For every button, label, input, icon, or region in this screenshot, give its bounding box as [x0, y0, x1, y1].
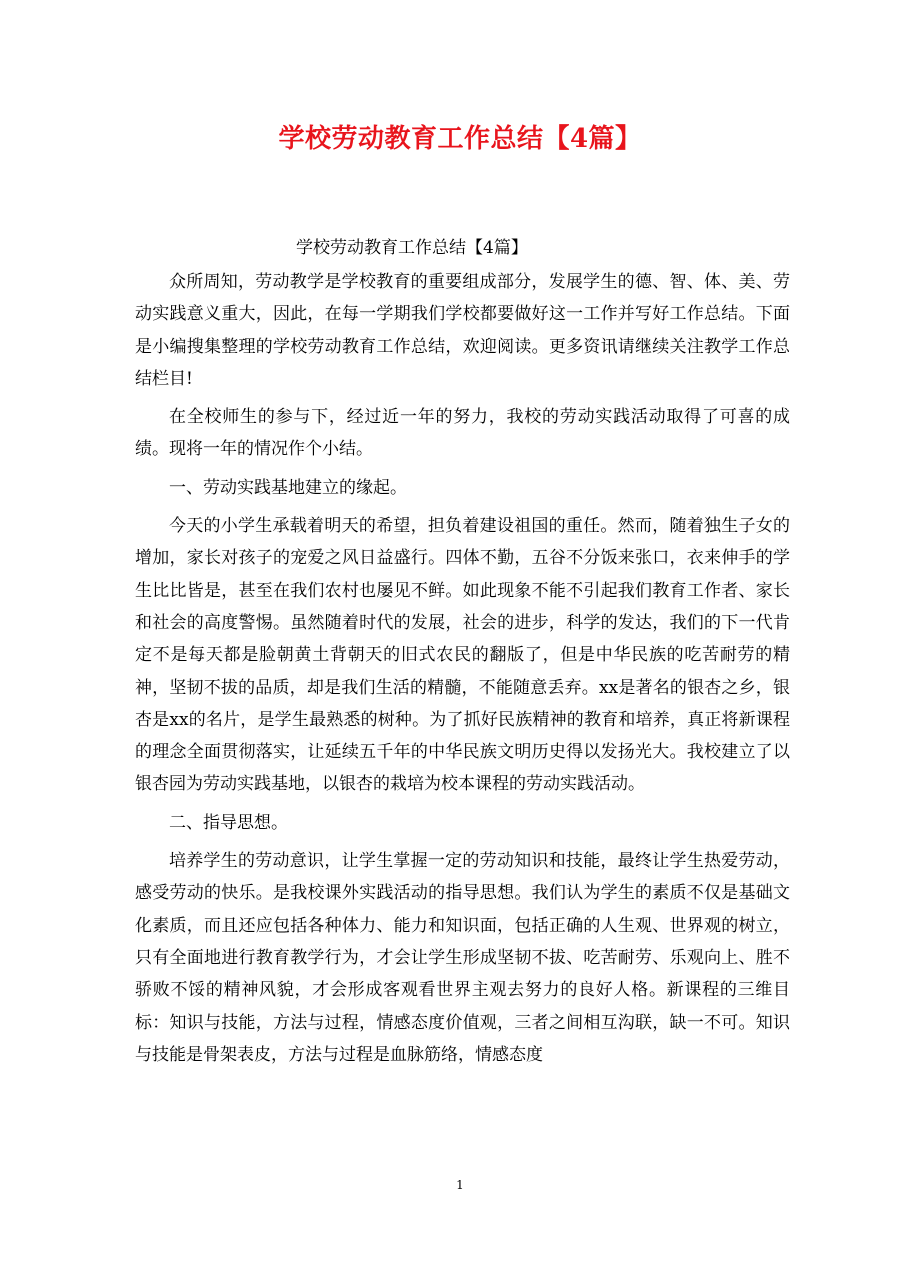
paragraph-summary: 在全校师生的参与下，经过近一年的努力，我校的劳动实践活动取得了可喜的成绩。现将一年的情况作个小结。 — [135, 407, 790, 460]
document-subtitle: 学校劳动教育工作总结【4篇】 — [296, 238, 528, 258]
document-title: 学校劳动教育工作总结【4篇】 — [278, 124, 642, 154]
section-heading-origin: 一、劳动实践基地建立的缘起。 — [169, 477, 407, 498]
paragraph-origin: 今天的小学生承载着明天的希望，担负着建设祖国的重任。然而，随着独生子女的增加，家长对孩子的宠爱之风日益盛行。四体不勤，五谷不分饭来张口，衣来伸手的学生比比皆是，甚至在我们农村也屡见不鲜。如此现象不能不引起我们教育工作者、家长和社会的高度警惕。虽然随着时代的发展，社会的进步，科学的发达，我们的下一代肯定不是每天都是脸朝黄土背朝天的旧式农民的翻版了，但是中华民族的吃苦耐劳的精神，坚韧不拔的品质，却是我们生活的精髓，不能随意丢弃。xx是著名的银杏之乡，银杏是xx的名片，是学生最熟悉的树种。为了抓好民族精神的教育和培养，真正将新课程的理念全面贯彻落实，让延续五千年的中华民族文明历史得以发扬光大。我校建立了以银杏园为劳动实践基地，以银杏的栽培为校本课程的劳动实践活动。 — [135, 516, 790, 795]
document-body — [135, 230, 790, 1071]
page-number: 1 — [456, 1178, 464, 1192]
section-heading-guiding-thought: 二、指导思想。 — [169, 812, 288, 833]
paragraph-guiding-thought: 培养学生的劳动意识，让学生掌握一定的劳动知识和技能，最终让学生热爱劳动，感受劳动的快乐。是我校课外实践活动的指导思想。我们认为学生的素质不仅是基础文化素质，而且还应包括各种体力、能力和知识面，包括正确的人生观、世界观的树立，只有全面地进行教育教学行为，才会让学生形成坚韧不拔、吃苦耐劳、乐观向上、胜不骄败不馁的精神风貌，才会形成客观看世界主观去努力的良好人格。新课程的三维目标：知识与技能，方法与过程，情感态度价值观，三者之间相互沟联，缺一不可。知识与技能是骨架表皮，方法与过程是血脉筋络，情感态度 — [135, 851, 790, 1065]
paragraph-intro: 众所周知，劳动教学是学校教育的重要组成部分，发展学生的德、智、体、美、劳动实践意义重大，因此，在每一学期我们学校都要做好这一工作并写好工作总结。下面是小编搜集整理的学校劳动教育工作总结，欢迎阅读。更多资讯请继续关注教学工作总结栏目! — [135, 272, 790, 389]
